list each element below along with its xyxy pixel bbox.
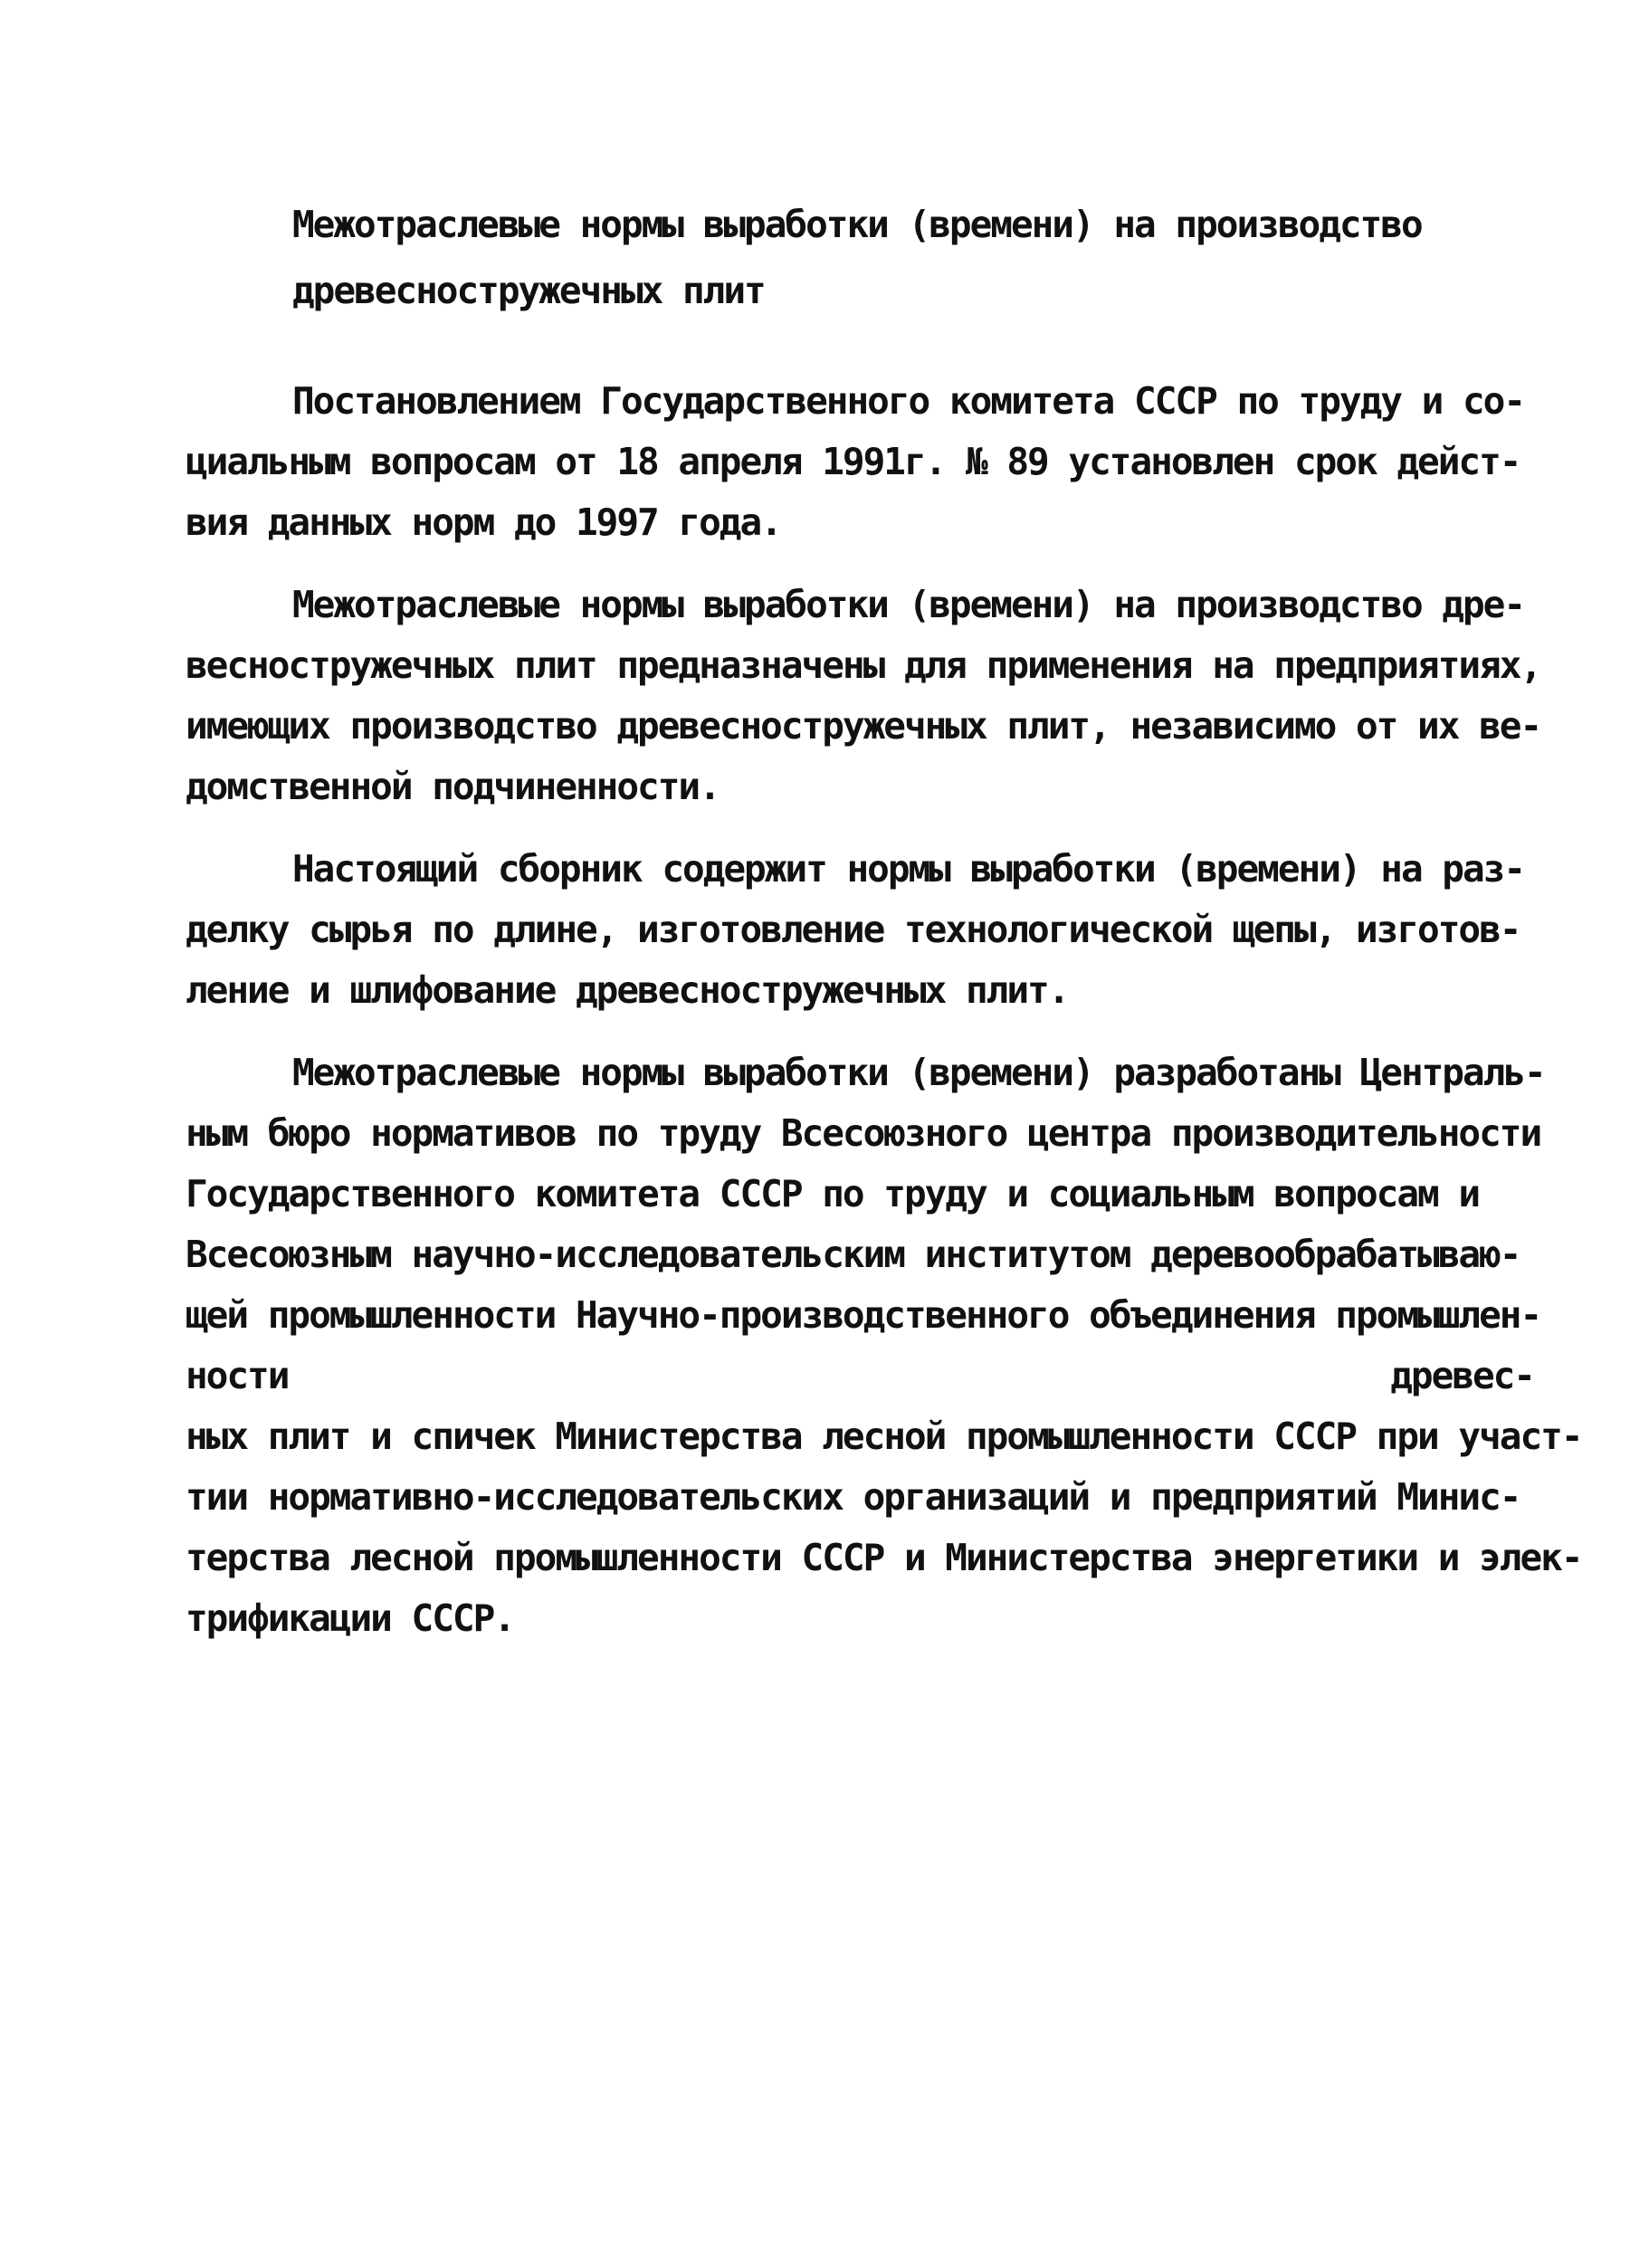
text-fragment-left: ности [186,1354,289,1397]
text-line: делку сырья по длине, изготовление технологической щепы, изготов- [186,908,1520,951]
text-line: весностружечных плит предназначены для применения на предприятиях, [186,643,1541,687]
text-line: имеющих производство древесностружечных плит, независимо от их ве- [186,704,1541,748]
text-line: ление и шлифование древесностружечных плит. [186,968,1069,1012]
text-line: терства лесной промышленности СССР и Министерства энергетики и элек- [186,1536,1582,1579]
document-body [186,371,1582,1671]
paragraph-purpose [186,575,1541,817]
paragraph-contents [186,839,1534,1021]
text-fragment-right: древес- [1390,1354,1534,1397]
paragraph-resolution [186,371,1534,553]
text-line: ным бюро нормативов по труду Всесоюзного центра производительности [186,1111,1541,1155]
text-line: Межотраслевые нормы выработки (времени) на производство дре- [292,583,1525,626]
text-line: ных плит и спичек Министерства лесной промышленности СССР при участ- [186,1415,1582,1458]
text-line: тии нормативно-исследовательских организаций и предприятий Минис- [186,1475,1520,1519]
text-line: Государственного комитета СССР по труду и социальным вопросам и [186,1172,1480,1215]
title-line: Межотраслевые нормы выработки (времени) на производство [292,203,1422,246]
text-line: домственной подчиненности. [186,765,720,808]
text-line: Всесоюзным научно-исследовательским институтом деревообрабатываю- [186,1233,1520,1276]
text-line-with-gap [186,1346,1534,1406]
paragraph-developers [186,1043,1582,1649]
text-line: циальным вопросам от 18 апреля 1991г. № 89 установлен срок дейст- [186,440,1520,483]
text-line: Постановлением Государственного комитета СССР по труду и со- [292,379,1525,423]
text-line: щей промышленности Научно-производственного объединения промышлен- [186,1293,1541,1337]
document-title [292,192,1469,324]
text-line: вия данных норм до 1997 года. [186,500,781,544]
text-line: Межотраслевые нормы выработки (времени) разработаны Централь- [292,1051,1545,1094]
text-line: Настоящий сборник содержит нормы выработки (времени) на раз- [292,847,1525,891]
text-line: трификации СССР. [186,1596,514,1640]
title-line: древесностружечных плит [292,269,765,312]
